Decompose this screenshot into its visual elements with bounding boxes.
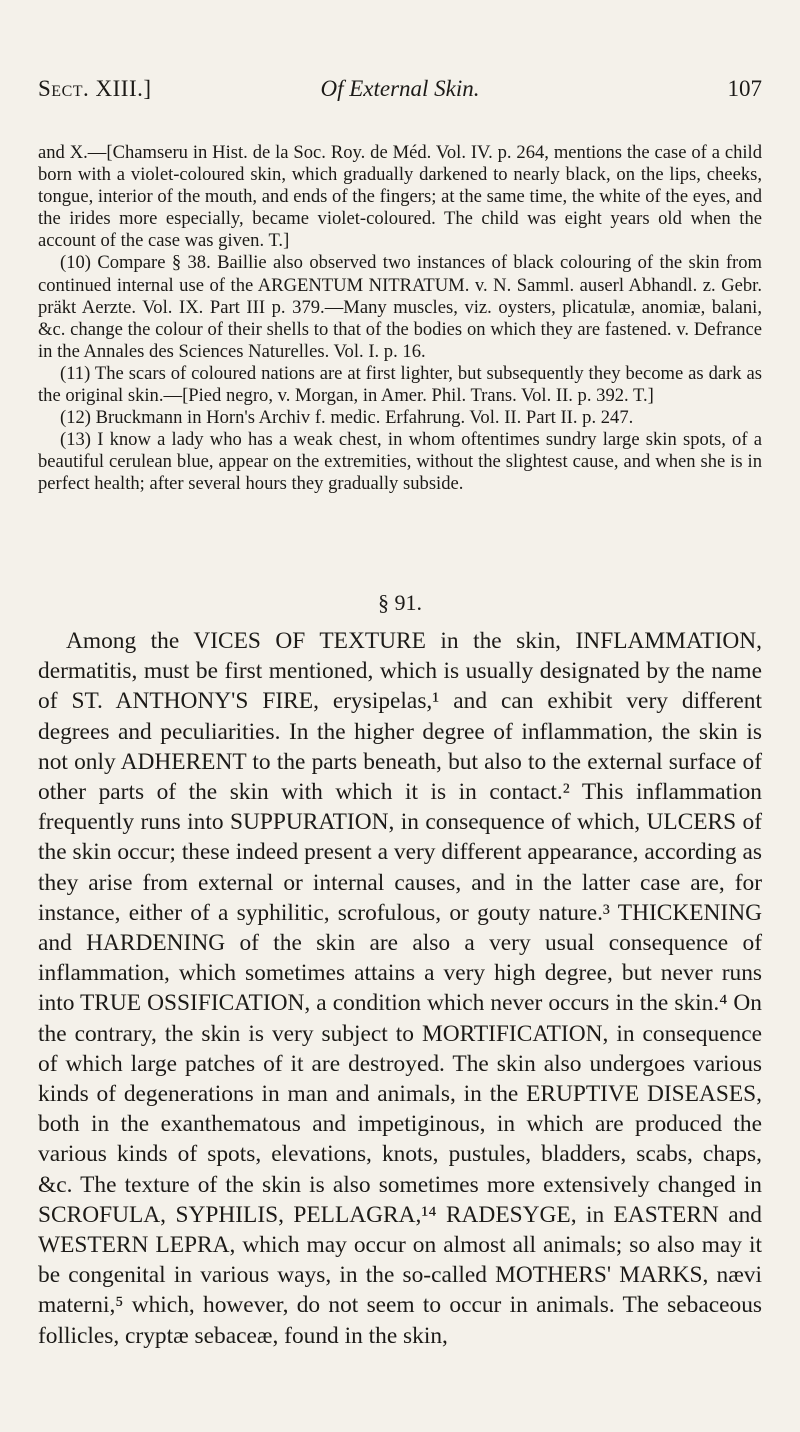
note-12-number: (12) <box>60 407 91 429</box>
note-13-text: I know a lady who has a weak chest, in whom oftentimes sundry large skin spots, of a beautiful cerulean blue, appear on the extremities, without the slightest cause, and when she is in perfect health; after several hours they gradually subside. <box>38 429 762 495</box>
running-header <box>38 72 762 106</box>
note-13 <box>38 429 762 495</box>
note-13-number: (13) <box>60 429 91 451</box>
note-10-text: Compare § 38. Baillie also observed two instances of black colouring of the skin from continued internal use of the ARGENTUM NITRATUM. v. N. Samml. auserl Abhandl. z. Gebr. präkt Aerzte. Vol. IX. Part III p. 379.—Many muscles, viz. oysters, plicatulæ, anomiæ, balani, &c. change the colour of their shells to that of the bodies on which they are fastened. v. Defrance in the Annales des Sciences Naturelles. Vol. I. p. 16. <box>38 252 762 362</box>
body-paragraph: Among the VICES OF TEXTURE in the skin, INFLAMMATION, dermatitis, must be first mentioned, which is usually designated by the name of ST. ANTHONY'S FIRE, erysipelas,¹ and can exhibit very different degrees and peculiarities. In the higher degree of inflammation, the skin is not only ADHERENT to the parts beneath, but also to the external surface of other parts of the skin with which it is in contact.² This inflammation frequently runs into SUPPURATION, in consequence of which, ULCERS of the skin occur; these indeed present a very different appearance, according as they arise from external or internal causes, and in the latter case are, for instance, either of a syphilitic, scrofulous, or gouty nature.³ THICKENING and HARDENING of the skin are also a very usual consequence of inflammation, which sometimes attains a very high degree, but never runs into TRUE OSSIFICATION, a condition which never occurs in the skin.⁴ On the contrary, the skin is very subject to MORTIFICATION, in consequence of which large patches of it are destroyed. The skin also undergoes various kinds of degenerations in man and animals, in the ERUPTIVE DISEASES, both in the exanthematous and impetiginous, in which are produced the various kinds of spots, elevations, knots, pustules, bladders, scabs, chaps, &c. The texture of the skin is also sometimes more extensively changed in SCROFULA, SYPHILIS, PELLAGRA,¹⁴ RADESYGE, in EASTERN and WESTERN LEPRA, which may occur on almost all animals; so also may it be congenital in various ways, in the so-called MOTHERS' MARKS, nævi materni,⁵ which, however, do not seem to occur in animals. The sebaceous follicles, cryptæ sebaceæ, found in the skin, <box>38 628 762 1349</box>
note-10-number: (10) <box>60 252 91 274</box>
footnotes-block <box>38 142 762 496</box>
section-heading: § 91. <box>378 590 422 615</box>
page-number: 107 <box>727 76 762 101</box>
main-text <box>38 626 762 1351</box>
note-11-text: The scars of coloured nations are at first lighter, but subsequently they become as dark as the original skin.—[Pied negro, v. Morgan, in Amer. Phil. Trans. Vol. II. p. 392. T.] <box>38 362 762 407</box>
note-11 <box>38 363 762 407</box>
note-10 <box>38 252 762 362</box>
note-9-continuation <box>38 142 762 252</box>
section-label: Sect. XIII.] <box>38 76 152 101</box>
note-12 <box>38 407 762 429</box>
note-9-text: and X.—[Chamseru in Hist. de la Soc. Roy. de Méd. Vol. IV. p. 264, mentions the case of a child born with a violet-coloured skin, which gradually darkened to nearly black, on the lips, cheeks, tongue, interior of the mouth, and ends of the fingers; at the same time, the white of the eyes, and the irides more especially, became violet-coloured. The child was eight years old when the account of the case was given. T.] <box>38 142 762 252</box>
note-11-number: (11) <box>60 362 91 384</box>
note-12-text: Bruckmann in Horn's Archiv f. medic. Erfahrung. Vol. II. Part II. p. 247. <box>95 407 634 429</box>
running-title: Of External Skin. <box>320 76 480 101</box>
